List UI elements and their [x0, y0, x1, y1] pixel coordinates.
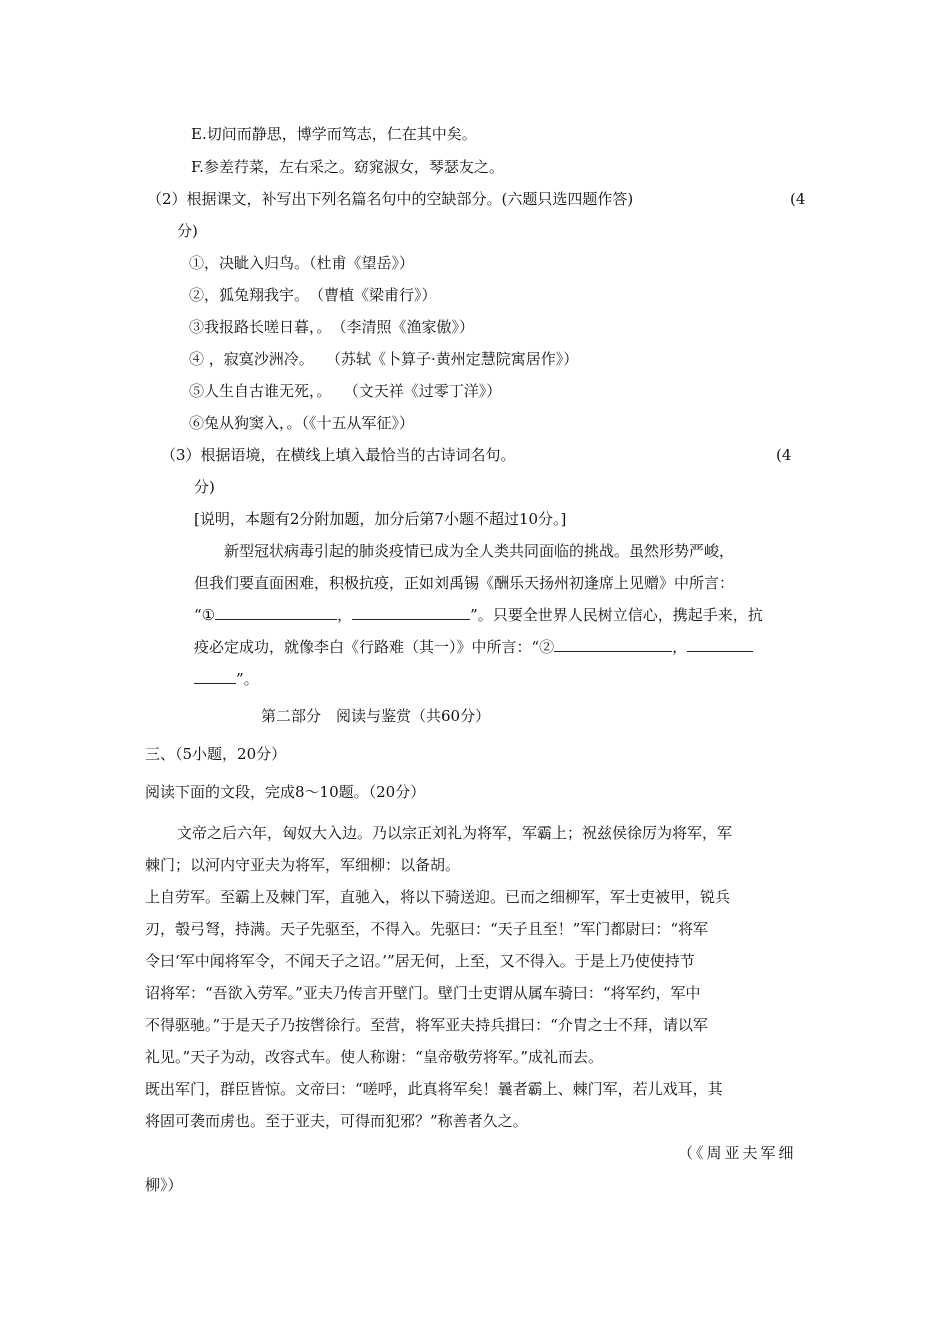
quote-close-1: ”。只要全世界人民树立信心，携起手来，抗 — [470, 606, 763, 624]
q2-score: (4 — [790, 190, 806, 208]
answer-blank-2a[interactable] — [554, 637, 672, 652]
option-f: F.参差荇菜，左右采之。窈窕淑女，琴瑟友之。 — [191, 158, 504, 176]
quote-open-1: “① — [194, 606, 216, 624]
q3-paragraph-line-5 — [194, 669, 259, 689]
q2-item-3: ③我报路长嗟日暮，。 （李清照《渔家傲》） — [189, 318, 475, 336]
part-two-title: 第二部分 阅读与鉴赏（共60分） — [261, 707, 491, 725]
q2-item-5: ⑤人生自古谁无死，。 （文天祥《过零丁洋》） — [189, 382, 502, 400]
q2-item-4: ④ ，寂寞沙洲冷。 （苏轼《卜算子·黄州定慧院寓居作》） — [189, 350, 579, 368]
li-bai-quote: 疫必定成功，就像李白《行路难（其一）》中所言：“② — [194, 638, 555, 656]
passage-line-7: 不得驱驰。”于是天子乃按辔徐行。至营，将军亚夫持兵揖曰：“介胄之士不拜，请以军 — [145, 1016, 708, 1034]
answer-blank-2b[interactable] — [687, 637, 753, 652]
q2-heading: （2）根据课文，补写出下列名篇名句中的空缺部分。(六题只选四题作答) — [147, 190, 634, 208]
passage-line-2: 棘门；以河内守亚夫为将军，军细柳：以备胡。 — [145, 856, 461, 874]
passage-line-10: 将固可袭而虏也。至于亚夫，可得而犯邪？”称善者久之。 — [145, 1112, 528, 1130]
passage-line-4: 刃，彀弓弩，持满。天子先驱至，不得入。先驱曰：“天子且至！”军门都尉曰：“将军 — [145, 920, 709, 938]
comma: ， — [337, 606, 353, 624]
passage-line-8: 礼见。”天子为动，改容式车。使人称谢：“皇帝敬劳将军。”成礼而去。 — [145, 1048, 604, 1066]
q3-score: (4 — [776, 446, 792, 464]
passage-line-9: 既出军门，群臣皆惊。文帝曰：“嗟呼，此真将军矣！曩者霸上、棘门军，若儿戏耳，其 — [145, 1080, 723, 1098]
q2-item-2: ②，狐兔翔我宇。 （曹植《梁甫行》） — [189, 286, 437, 304]
quote-close-2: ”。 — [236, 670, 259, 688]
passage-line-5: 令曰‘军中闻将军令，不闻天子之诏。’”居无何，上至，又不得入。于是上乃使使持节 — [145, 952, 695, 970]
q3-score-unit: 分) — [194, 478, 215, 496]
reading-instruction: 阅读下面的文段，完成8～10题。（20分） — [145, 783, 426, 801]
passage-source-cont: 柳》） — [145, 1176, 183, 1194]
answer-blank-1b[interactable] — [352, 605, 470, 620]
q3-paragraph-line-2: 但我们要直面困难，积极抗疫，正如刘禹锡《酬乐天扬州初逢席上见赠》中所言： — [194, 574, 735, 592]
answer-blank-2b-cont[interactable] — [194, 669, 236, 684]
option-e: E.切问而静思，博学而笃志，仁在其中矣。 — [191, 125, 477, 143]
section-three-heading: 三、（5小题，20分） — [145, 745, 287, 763]
q3-paragraph-line-4 — [194, 637, 753, 657]
q2-score-unit: 分) — [177, 222, 198, 240]
q3-note: [说明，本题有2分附加题，加分后第7小题不超过10分。] — [194, 510, 567, 528]
passage-line-3: 上自劳军。至霸上及棘门军，直驰入，将以下骑送迎。已而之细柳军，军士吏被甲，锐兵 — [145, 888, 731, 906]
passage-line-1: 文帝之后六年，匈奴大入边。乃以宗正刘礼为将军，军霸上；祝兹侯徐厉为将军，军 — [177, 824, 733, 842]
answer-blank-1a[interactable] — [215, 605, 337, 620]
q2-item-6: ⑥兔从狗窦入，。（《十五从军征》） — [189, 414, 415, 432]
q3-paragraph-line-1: 新型冠状病毒引起的肺炎疫情已成为全人类共同面临的挑战。虽然形势严峻， — [224, 542, 735, 560]
passage-line-6: 诏将军：“吾欲入劳军。”亚夫乃传言开壁门。壁门士吏谓从属车骑曰：“将军约，军中 — [145, 984, 701, 1002]
passage-source: （《周亚夫军细 — [678, 1144, 797, 1162]
q3-heading: （3）根据语境，在横线上填入最恰当的古诗词名句。 — [161, 446, 516, 464]
comma: ， — [672, 638, 688, 656]
q2-item-1: ①，决眦入归鸟。（杜甫《望岳》） — [189, 254, 415, 272]
q3-paragraph-line-3 — [194, 605, 763, 625]
